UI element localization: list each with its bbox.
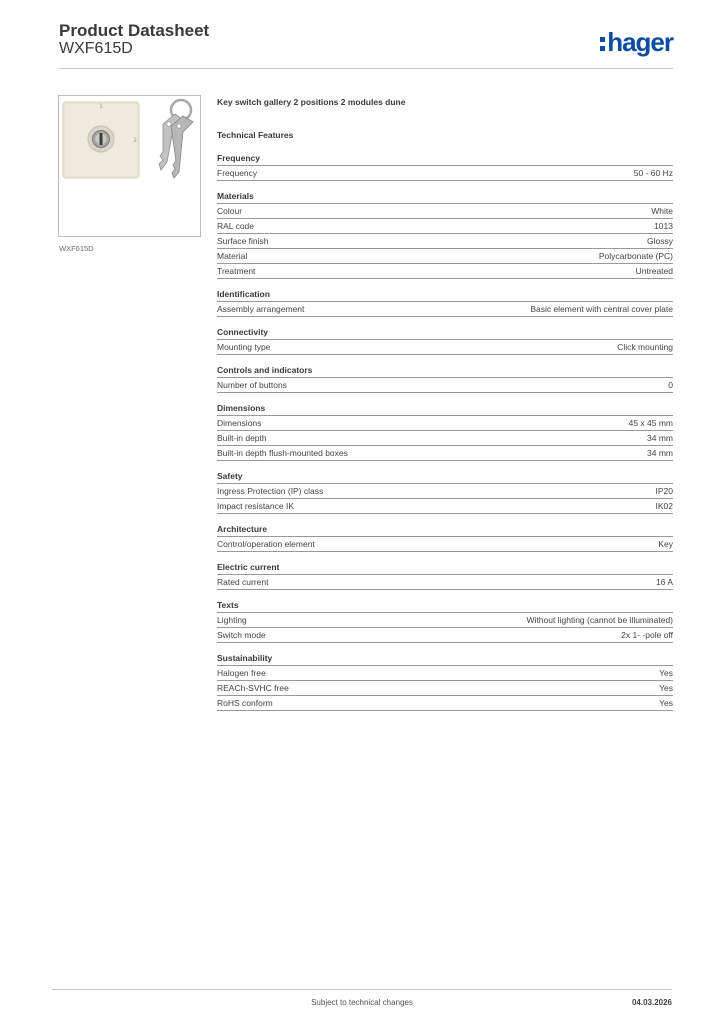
spec-row [217, 166, 673, 181]
spec-value: 50 - 60 Hz [633, 168, 673, 178]
position-label-2: 2 [133, 138, 137, 144]
spec-label: REACh-SVHC free [217, 683, 289, 693]
document-title: Product Datasheet [59, 21, 210, 40]
spec-row [217, 696, 673, 711]
spec-value: Key [658, 539, 673, 549]
technical-features-heading: Technical Features [217, 130, 294, 140]
spec-label: RoHS conform [217, 698, 273, 708]
section-title: Controls and indicators [217, 364, 673, 378]
spec-value: Click mounting [617, 342, 673, 352]
section-title: Identification [217, 288, 673, 302]
footer-date: 04.03.2026 [631, 998, 672, 1007]
spec-label: Assembly arrangement [217, 304, 305, 314]
spec-section [217, 288, 673, 317]
spec-row [217, 446, 673, 461]
spec-row [217, 666, 673, 681]
section-title: Connectivity [217, 326, 673, 340]
spec-section [217, 470, 673, 514]
spec-label: Built-in depth flush-mounted boxes [217, 448, 348, 458]
spec-value: 1013 [654, 221, 673, 231]
section-title: Sustainability [217, 652, 673, 666]
spec-section [217, 402, 673, 461]
spec-label: Dimensions [217, 418, 262, 428]
spec-row [217, 302, 673, 317]
spec-value: Glossy [647, 236, 673, 246]
hager-logo [600, 28, 673, 56]
spec-row [217, 249, 673, 264]
spec-label: Switch mode [217, 630, 266, 640]
spec-value: 0 [668, 380, 673, 390]
spec-row [217, 628, 673, 643]
spec-label: Surface finish [217, 236, 269, 246]
spec-section [217, 190, 673, 279]
footer-divider [52, 989, 672, 990]
product-image-caption: WXF615D [59, 244, 94, 253]
spec-label: Treatment [217, 266, 256, 276]
logo-colon-icon [600, 37, 605, 51]
spec-row [217, 340, 673, 355]
spec-row [217, 484, 673, 499]
spec-value: Without lighting (cannot be illuminated) [526, 615, 673, 625]
section-title: Materials [217, 190, 673, 204]
spec-label: Impact resistance IK [217, 501, 295, 511]
spec-section [217, 561, 673, 590]
spec-section [217, 326, 673, 355]
spec-label: Number of buttons [217, 380, 287, 390]
spec-value: 34 mm [647, 448, 673, 458]
page-header [59, 21, 673, 67]
spec-value: Basic element with central cover plate [530, 304, 673, 314]
header-divider [59, 68, 673, 69]
spec-row [217, 499, 673, 514]
spec-label: Built-in depth [217, 433, 267, 443]
spec-label: RAL code [217, 221, 255, 231]
section-title: Texts [217, 599, 673, 613]
product-image [59, 96, 200, 236]
spec-row [217, 204, 673, 219]
spec-row [217, 431, 673, 446]
spec-row [217, 378, 673, 393]
spec-label: Rated current [217, 577, 269, 587]
product-image-frame [58, 95, 201, 237]
section-title: Architecture [217, 523, 673, 537]
spec-label: Material [217, 251, 248, 261]
spec-value: 2x 1- -pole off [621, 630, 673, 640]
spec-value: Yes [659, 668, 673, 678]
spec-label: Ingress Protection (IP) class [217, 486, 324, 496]
spec-section [217, 152, 673, 181]
logo-wordmark: hager [607, 27, 673, 57]
spec-row [217, 537, 673, 552]
spec-value: IP20 [655, 486, 673, 496]
spec-label: Halogen free [217, 668, 266, 678]
feature-sections [217, 152, 673, 711]
spec-section [217, 364, 673, 393]
datasheet-content [217, 96, 673, 711]
spec-value: IK02 [655, 501, 673, 511]
spec-row [217, 613, 673, 628]
spec-value: 45 x 45 mm [628, 418, 673, 428]
section-title: Electric current [217, 561, 673, 575]
spec-row [217, 264, 673, 279]
spec-label: Frequency [217, 168, 258, 178]
product-reference: WXF615D [59, 40, 133, 57]
spec-row [217, 416, 673, 431]
position-label-1: 1 [99, 104, 103, 110]
section-title: Safety [217, 470, 673, 484]
spec-label: Colour [217, 206, 243, 216]
spec-row [217, 575, 673, 590]
spec-value: Untreated [635, 266, 673, 276]
spec-value: 34 mm [647, 433, 673, 443]
spec-value: Yes [659, 698, 673, 708]
spec-row [217, 681, 673, 696]
spec-value: White [651, 206, 673, 216]
spec-section [217, 599, 673, 643]
spec-value: 16 A [655, 577, 673, 587]
footer-note: Subject to technical changes [311, 998, 413, 1007]
spec-label: Lighting [217, 615, 247, 625]
product-description: Key switch gallery 2 positions 2 modules dune [217, 97, 406, 107]
spec-section [217, 652, 673, 711]
spec-value: Polycarbonate (PC) [598, 251, 673, 261]
section-title: Dimensions [217, 402, 673, 416]
spec-row [217, 219, 673, 234]
spec-section [217, 523, 673, 552]
section-title: Frequency [217, 152, 673, 166]
spec-value: Yes [659, 683, 673, 693]
spec-row [217, 234, 673, 249]
spec-label: Control/operation element [217, 539, 315, 549]
spec-label: Mounting type [217, 342, 271, 352]
